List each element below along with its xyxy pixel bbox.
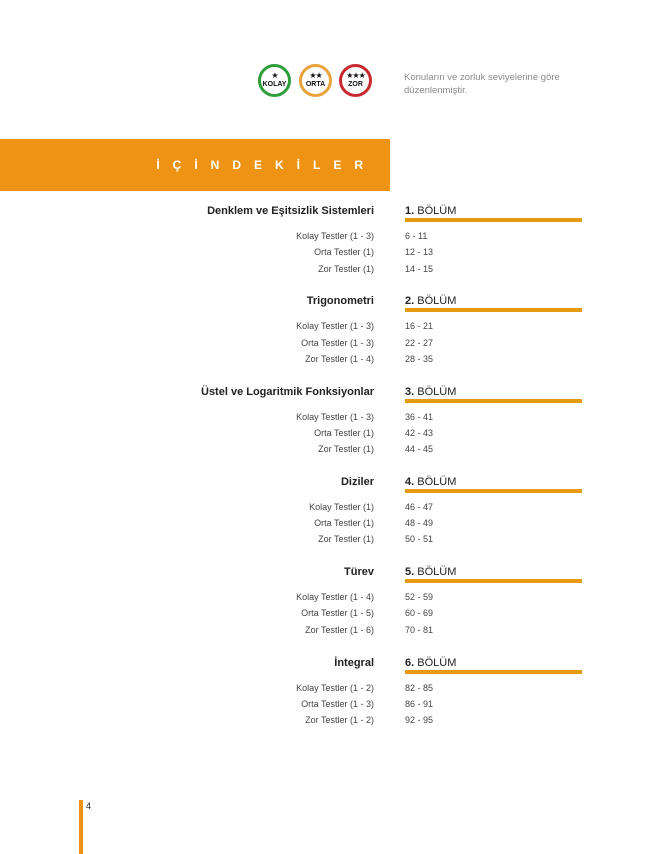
section-number: 3. bbox=[405, 385, 415, 398]
toc-row bbox=[0, 444, 652, 460]
section-heading bbox=[405, 566, 456, 578]
bolum-label: BÖLÜM bbox=[417, 656, 457, 669]
footer-accent-bar bbox=[79, 800, 83, 854]
section-underline bbox=[405, 579, 582, 583]
section-title: Diziler bbox=[340, 475, 374, 488]
page-range: 46 - 47 bbox=[405, 501, 434, 512]
zor-badge bbox=[339, 64, 372, 97]
section-number: 5. bbox=[405, 566, 415, 579]
test-set-name: Kolay Testler (1 - 3) bbox=[296, 231, 374, 241]
toc-section bbox=[0, 657, 652, 727]
test-set-name: Kolay Testler (1) bbox=[309, 501, 374, 512]
test-set-name: Zor Testler (1) bbox=[318, 263, 374, 274]
legend-note: Konuların ve zorluk seviyelerine göre düzenlenmiştir. bbox=[404, 72, 560, 96]
section-underline bbox=[405, 218, 582, 222]
section-title: Üstel ve Logaritmik Fonksiyonlar bbox=[201, 385, 374, 398]
page-range: 42 - 43 bbox=[405, 427, 434, 438]
page-range: 6 - 11 bbox=[405, 231, 428, 241]
section-title: Denklem ve Eşitsizlik Sistemleri bbox=[207, 205, 374, 217]
toc-row bbox=[0, 715, 652, 731]
toc-row bbox=[0, 321, 652, 337]
two-star-icon: ★★ bbox=[309, 71, 322, 80]
toc-row bbox=[0, 534, 652, 550]
section-underline bbox=[405, 489, 582, 493]
page-range: 16 - 21 bbox=[405, 321, 434, 332]
page-range: 92 - 95 bbox=[405, 715, 434, 726]
page-range: 12 - 13 bbox=[405, 247, 434, 258]
test-set-name: Kolay Testler (1 - 3) bbox=[296, 321, 374, 332]
page-range: 22 - 27 bbox=[405, 337, 434, 348]
orta-badge bbox=[299, 64, 332, 97]
toc-section bbox=[0, 386, 652, 456]
toc-section bbox=[0, 205, 652, 275]
section-title: İntegral bbox=[334, 656, 374, 669]
page-range: 44 - 45 bbox=[405, 444, 434, 455]
test-set-name: Zor Testler (1) bbox=[318, 534, 374, 545]
section-heading bbox=[405, 205, 456, 217]
page-range: 36 - 41 bbox=[405, 411, 434, 422]
toc-row bbox=[0, 247, 652, 263]
test-set-name: Orta Testler (1 - 3) bbox=[301, 337, 374, 348]
page-title: İÇİNDEKİLER bbox=[156, 158, 376, 172]
page-range: 50 - 51 bbox=[405, 534, 434, 545]
section-number: 2. bbox=[405, 295, 415, 308]
bolum-label: BÖLÜM bbox=[417, 295, 457, 308]
section-heading bbox=[405, 476, 456, 488]
test-set-name: Zor Testler (1 - 6) bbox=[305, 624, 374, 635]
test-set-name: Kolay Testler (1 - 4) bbox=[296, 592, 374, 603]
section-number: 4. bbox=[405, 475, 415, 488]
page-range: 82 - 85 bbox=[405, 682, 434, 693]
section-underline bbox=[405, 308, 582, 312]
toc-row bbox=[0, 354, 652, 370]
section-title: Trigonometri bbox=[306, 295, 374, 308]
toc-row bbox=[0, 428, 652, 444]
page-range: 70 - 81 bbox=[405, 624, 434, 635]
page-range: 48 - 49 bbox=[405, 518, 434, 529]
test-set-name: Zor Testler (1) bbox=[318, 444, 374, 455]
page-range: 14 - 15 bbox=[405, 263, 434, 274]
bolum-label: BÖLÜM bbox=[417, 205, 457, 217]
toc-section bbox=[0, 295, 652, 365]
test-set-name: Kolay Testler (1 - 3) bbox=[296, 411, 374, 422]
test-set-name: Orta Testler (1) bbox=[314, 427, 374, 438]
bolum-label: BÖLÜM bbox=[417, 385, 457, 398]
toc-row bbox=[0, 264, 652, 280]
section-number: 1. bbox=[405, 205, 415, 217]
test-set-name: Orta Testler (1) bbox=[314, 247, 374, 258]
section-heading bbox=[405, 295, 456, 307]
section-title: Türev bbox=[344, 566, 374, 579]
page-range: 28 - 35 bbox=[405, 353, 434, 364]
test-set-name: Orta Testler (1 - 5) bbox=[301, 608, 374, 619]
toc-row bbox=[0, 608, 652, 624]
toc-section bbox=[0, 566, 652, 636]
toc-row bbox=[0, 699, 652, 715]
page-range: 52 - 59 bbox=[405, 592, 434, 603]
zor-label: ZOR bbox=[348, 81, 363, 88]
section-number: 6. bbox=[405, 656, 415, 669]
page-number: 4 bbox=[86, 801, 92, 811]
toc-row bbox=[0, 625, 652, 641]
toc-row bbox=[0, 502, 652, 518]
test-set-name: Orta Testler (1) bbox=[314, 518, 374, 529]
page-range: 60 - 69 bbox=[405, 608, 434, 619]
kolay-label: KOLAY bbox=[262, 81, 287, 88]
page-range: 86 - 91 bbox=[405, 698, 434, 709]
toc-row bbox=[0, 683, 652, 699]
one-star-icon: ★ bbox=[271, 71, 278, 80]
toc-section bbox=[0, 476, 652, 546]
test-set-name: Zor Testler (1 - 2) bbox=[305, 715, 374, 726]
toc-row bbox=[0, 338, 652, 354]
test-set-name: Orta Testler (1 - 3) bbox=[301, 698, 374, 709]
section-underline bbox=[405, 670, 582, 674]
section-heading bbox=[405, 657, 456, 669]
toc-row bbox=[0, 412, 652, 428]
test-set-name: Kolay Testler (1 - 2) bbox=[296, 682, 374, 693]
section-underline bbox=[405, 399, 582, 403]
toc-row bbox=[0, 231, 652, 247]
toc-row bbox=[0, 592, 652, 608]
three-star-icon: ★★★ bbox=[346, 71, 365, 80]
test-set-name: Zor Testler (1 - 4) bbox=[305, 353, 374, 364]
toc-row bbox=[0, 518, 652, 534]
section-heading bbox=[405, 386, 456, 398]
orta-label: ORTA bbox=[305, 81, 326, 88]
contents-banner bbox=[0, 139, 390, 191]
bolum-label: BÖLÜM bbox=[417, 475, 457, 488]
bolum-label: BÖLÜM bbox=[417, 566, 457, 579]
kolay-badge bbox=[258, 64, 291, 97]
